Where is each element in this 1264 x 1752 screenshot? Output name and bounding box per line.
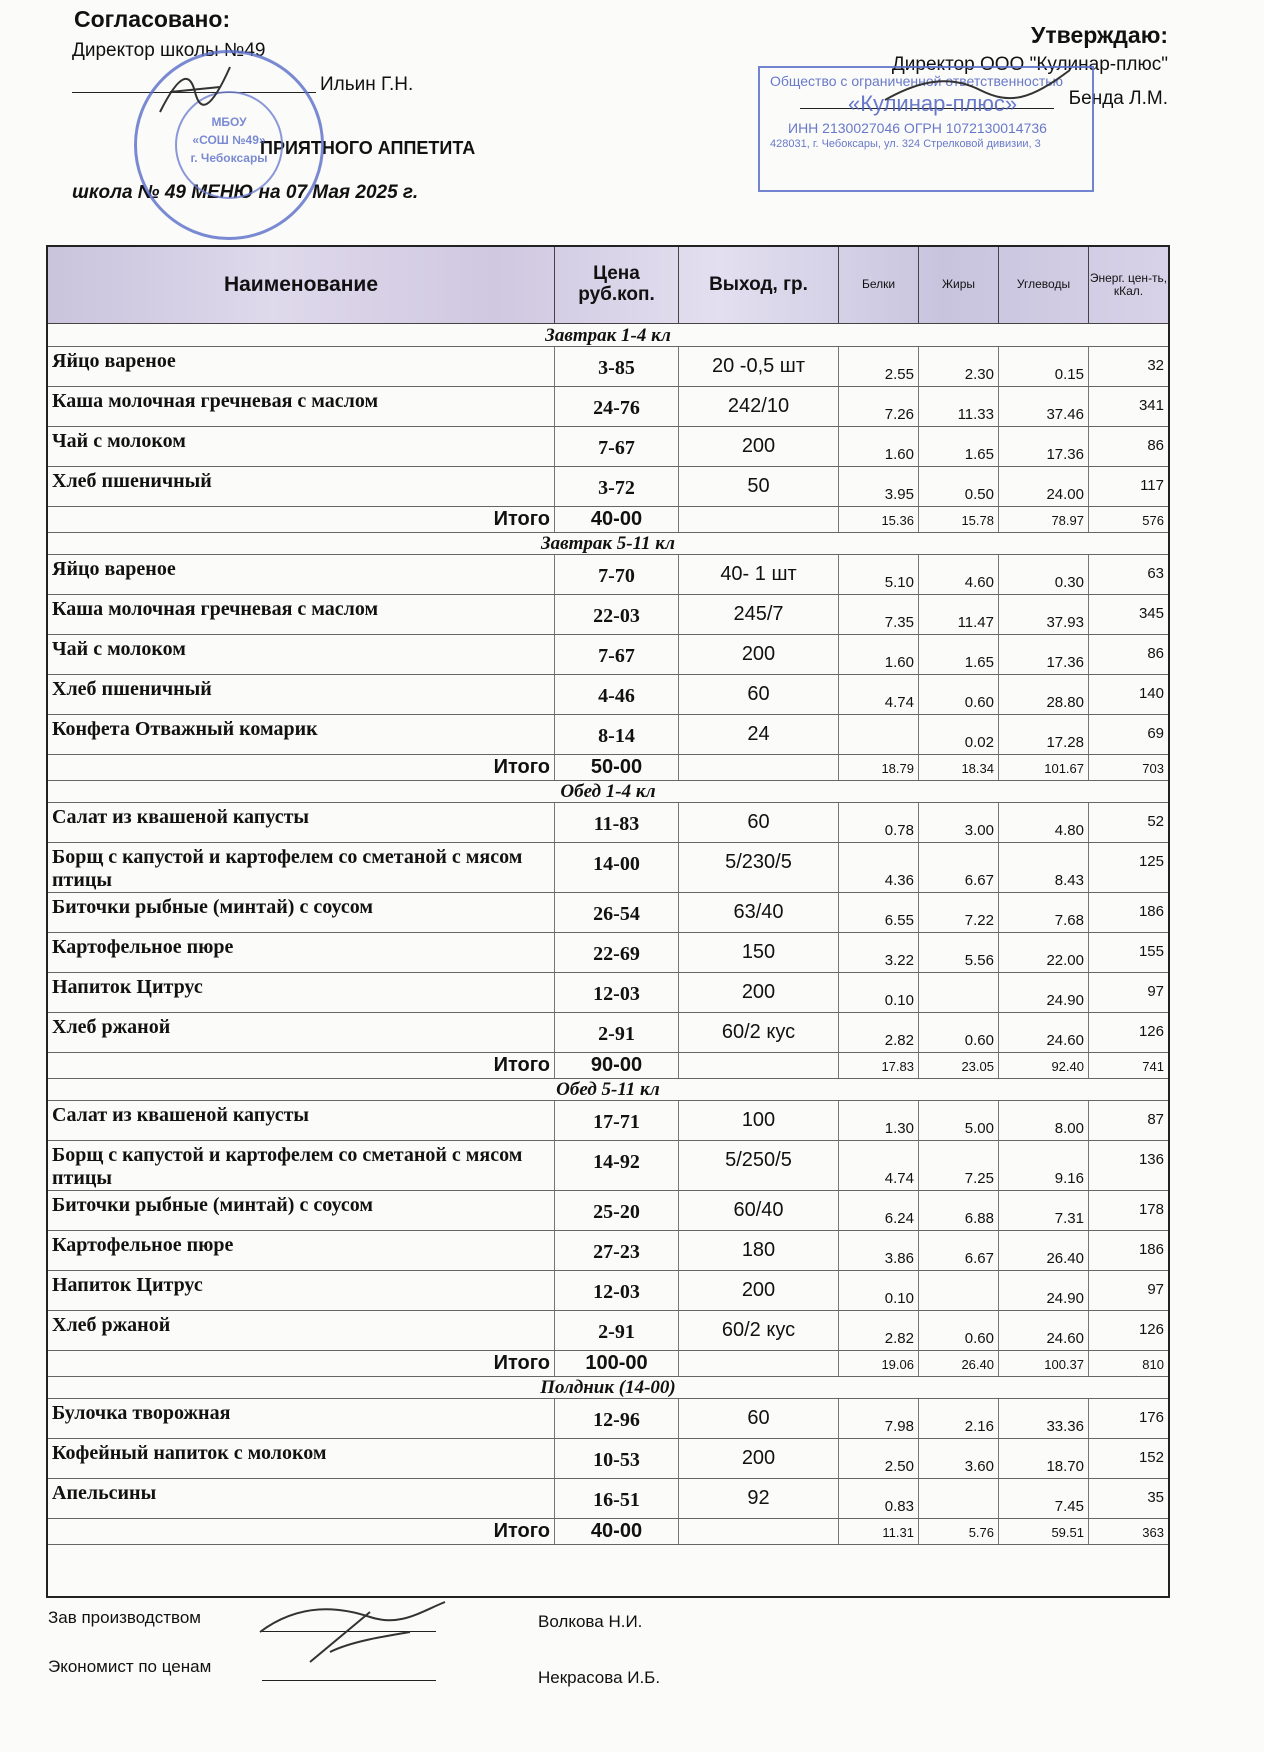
cell-p: 6.24 xyxy=(838,1191,918,1230)
col-name-header: Наименование xyxy=(223,273,379,297)
cell-yield: 60 xyxy=(678,675,838,714)
cell-p: 0.83 xyxy=(838,1479,918,1518)
table-row xyxy=(48,1399,1168,1439)
cell-e: 152 xyxy=(1088,1439,1168,1478)
cell-price: 16-51 xyxy=(554,1479,678,1518)
company-stamp-line-1: Общество с ограниченной ответственностью xyxy=(770,73,1064,89)
cell-f: 2.16 xyxy=(918,1399,998,1438)
table-row xyxy=(48,635,1168,675)
total-price: 50-00 xyxy=(554,755,678,780)
cell-c: 18.70 xyxy=(998,1439,1088,1478)
cell-f xyxy=(918,973,998,1012)
cell-e: 186 xyxy=(1088,1231,1168,1270)
cell-e: 97 xyxy=(1088,973,1168,1012)
total-yield-empty xyxy=(678,1519,838,1544)
cell-e: 155 xyxy=(1088,933,1168,972)
cell-e: 69 xyxy=(1088,715,1168,754)
cell-e: 52 xyxy=(1088,803,1168,842)
cell-name: Биточки рыбные (минтай) с соусом xyxy=(52,1194,373,1216)
cell-yield: 60 xyxy=(678,803,838,842)
menu-date-line: школа № 49 МЕНЮ на 07 Мая 2025 г. xyxy=(72,182,419,203)
cell-price: 3-85 xyxy=(554,347,678,386)
cell-yield: 92 xyxy=(678,1479,838,1518)
total-e: 363 xyxy=(1088,1519,1168,1544)
company-director-signature xyxy=(880,60,1080,110)
cell-f: 2.30 xyxy=(918,347,998,386)
total-e: 703 xyxy=(1088,755,1168,780)
section-title-row: Завтрак 1-4 кл xyxy=(48,325,1168,347)
cell-yield: 200 xyxy=(678,1439,838,1478)
table-row xyxy=(48,1231,1168,1271)
cell-f: 3.60 xyxy=(918,1439,998,1478)
cell-e: 140 xyxy=(1088,675,1168,714)
cell-yield: 60/40 xyxy=(678,1191,838,1230)
cell-f xyxy=(918,1479,998,1518)
cell-e: 178 xyxy=(1088,1191,1168,1230)
cell-yield: 100 xyxy=(678,1101,838,1140)
cell-f: 7.25 xyxy=(918,1141,998,1190)
cell-e: 35 xyxy=(1088,1479,1168,1518)
total-c: 59.51 xyxy=(998,1519,1088,1544)
cell-p: 1.30 xyxy=(838,1101,918,1140)
cell-f: 1.65 xyxy=(918,427,998,466)
cell-p: 4.36 xyxy=(838,843,918,892)
cell-name: Борщ с капустой и картофелем со сметаной с мясом птицы xyxy=(52,1144,523,1189)
cell-yield: 5/230/5 xyxy=(678,843,838,892)
table-row xyxy=(48,347,1168,387)
cell-p: 4.74 xyxy=(838,675,918,714)
cell-c: 24.60 xyxy=(998,1013,1088,1052)
cell-f: 0.02 xyxy=(918,715,998,754)
cell-price: 22-03 xyxy=(554,595,678,634)
table-row xyxy=(48,555,1168,595)
cell-f: 4.60 xyxy=(918,555,998,594)
table-row xyxy=(48,467,1168,507)
cell-name: Яйцо вареное xyxy=(52,350,176,372)
production-name: Волкова Н.И. xyxy=(538,1612,643,1631)
director-signature xyxy=(150,62,240,122)
cell-name: Хлеб пшеничный xyxy=(52,678,212,700)
table-row xyxy=(48,1141,1168,1191)
cell-c: 7.31 xyxy=(998,1191,1088,1230)
table-row xyxy=(48,715,1168,755)
menu-table xyxy=(46,245,1170,1598)
cell-e: 126 xyxy=(1088,1311,1168,1350)
table-row xyxy=(48,803,1168,843)
cell-yield: 60/2 кус xyxy=(678,1013,838,1052)
cell-e: 32 xyxy=(1088,347,1168,386)
company-stamp-line-3: ИНН 2130027046 ОГРН 1072130014736 xyxy=(788,119,1047,136)
cell-price: 27-23 xyxy=(554,1231,678,1270)
cell-price: 12-03 xyxy=(554,1271,678,1310)
total-row xyxy=(48,507,1168,533)
cell-name: Картофельное пюре xyxy=(52,1234,234,1256)
table-row xyxy=(48,427,1168,467)
approve-name: Бенда Л.М. xyxy=(1068,88,1168,109)
cell-name: Апельсины xyxy=(52,1482,157,1504)
cell-name: Конфета Отважный комарик xyxy=(52,718,318,740)
cell-e: 136 xyxy=(1088,1141,1168,1190)
cell-yield: 200 xyxy=(678,635,838,674)
approve-title: Утверждаю: xyxy=(1031,22,1168,48)
cell-p: 3.22 xyxy=(838,933,918,972)
cell-e: 126 xyxy=(1088,1013,1168,1052)
table-row xyxy=(48,843,1168,893)
cell-yield: 242/10 xyxy=(678,387,838,426)
cell-name: Биточки рыбные (минтай) с соусом xyxy=(52,896,373,918)
cell-name: Борщ с капустой и картофелем со сметаной с мясом птицы xyxy=(52,846,523,891)
cell-name: Яйцо вареное xyxy=(52,558,176,580)
total-e: 810 xyxy=(1088,1351,1168,1376)
cell-f: 0.60 xyxy=(918,675,998,714)
cell-f: 0.60 xyxy=(918,1311,998,1350)
cell-f: 6.88 xyxy=(918,1191,998,1230)
company-stamp-line-4: 428031, г. Чебоксары, ул. 324 Стрелковой дивизии, 3 xyxy=(770,137,1041,150)
cell-e: 63 xyxy=(1088,555,1168,594)
total-p: 11.31 xyxy=(838,1519,918,1544)
slogan: ПРИЯТНОГО АППЕТИТА xyxy=(260,138,476,158)
production-label: Зав производством xyxy=(48,1608,201,1627)
cell-c: 7.45 xyxy=(998,1479,1088,1518)
approve-position: Директор ООО "Кулинар-плюс" xyxy=(891,54,1168,75)
table-row xyxy=(48,973,1168,1013)
total-f: 15.78 xyxy=(918,507,998,532)
company-stamp-line-2: «Кулинар-плюс» xyxy=(848,91,1018,117)
economist-signature-line xyxy=(262,1680,436,1681)
cell-name: Салат из квашеной капусты xyxy=(52,1104,310,1126)
cell-price: 17-71 xyxy=(554,1101,678,1140)
cell-c: 24.90 xyxy=(998,1271,1088,1310)
total-p: 19.06 xyxy=(838,1351,918,1376)
total-c: 100.37 xyxy=(998,1351,1088,1376)
cell-c: 28.80 xyxy=(998,675,1088,714)
cell-f: 11.47 xyxy=(918,595,998,634)
cell-name: Хлеб ржаной xyxy=(52,1314,171,1336)
cell-p: 7.35 xyxy=(838,595,918,634)
cell-e: 86 xyxy=(1088,427,1168,466)
section-title-row: Обед 5-11 кл xyxy=(48,1079,1168,1101)
cell-p xyxy=(838,715,918,754)
cell-c: 4.80 xyxy=(998,803,1088,842)
col-price-header: Цена руб.коп. xyxy=(554,247,678,323)
total-label: Итого xyxy=(493,1352,550,1374)
cell-f xyxy=(918,1271,998,1310)
cell-c: 24.60 xyxy=(998,1311,1088,1350)
total-f: 26.40 xyxy=(918,1351,998,1376)
total-e: 741 xyxy=(1088,1053,1168,1078)
cell-yield: 20 -0,5 шт xyxy=(678,347,838,386)
total-price: 100-00 xyxy=(554,1351,678,1376)
cell-c: 37.93 xyxy=(998,595,1088,634)
cell-name: Булочка творожная xyxy=(52,1402,231,1424)
total-label: Итого xyxy=(493,1520,550,1542)
total-f: 5.76 xyxy=(918,1519,998,1544)
total-price: 40-00 xyxy=(554,1519,678,1544)
cell-f: 11.33 xyxy=(918,387,998,426)
cell-price: 8-14 xyxy=(554,715,678,754)
cell-price: 14-92 xyxy=(554,1141,678,1190)
cell-p: 1.60 xyxy=(838,427,918,466)
cell-p: 0.10 xyxy=(838,973,918,1012)
cell-yield: 24 xyxy=(678,715,838,754)
cell-p: 4.74 xyxy=(838,1141,918,1190)
total-label: Итого xyxy=(493,756,550,778)
stamp-text-2: «СОШ №49» xyxy=(192,133,266,147)
stamp-text-1: МБОУ xyxy=(211,115,247,129)
cell-price: 7-70 xyxy=(554,555,678,594)
table-row xyxy=(48,595,1168,635)
total-row xyxy=(48,1053,1168,1079)
agreed-title: Согласовано: xyxy=(74,6,231,32)
cell-c: 0.30 xyxy=(998,555,1088,594)
table-row xyxy=(48,1439,1168,1479)
cell-price: 10-53 xyxy=(554,1439,678,1478)
cell-name: Напиток Цитрус xyxy=(52,1274,203,1296)
cell-price: 2-91 xyxy=(554,1013,678,1052)
cell-price: 25-20 xyxy=(554,1191,678,1230)
cell-name: Хлеб пшеничный xyxy=(52,470,212,492)
cell-p: 3.95 xyxy=(838,467,918,506)
cell-p: 2.82 xyxy=(838,1311,918,1350)
stamp-text-3: г. Чебоксары xyxy=(190,151,268,165)
cell-c: 24.00 xyxy=(998,467,1088,506)
total-c: 92.40 xyxy=(998,1053,1088,1078)
cell-c: 22.00 xyxy=(998,933,1088,972)
cell-price: 2-91 xyxy=(554,1311,678,1350)
cell-p: 6.55 xyxy=(838,893,918,932)
cell-p: 2.50 xyxy=(838,1439,918,1478)
total-price: 90-00 xyxy=(554,1053,678,1078)
cell-name: Чай с молоком xyxy=(52,430,186,452)
col-fat-header: Жиры xyxy=(918,247,998,323)
cell-name: Картофельное пюре xyxy=(52,936,234,958)
cell-c: 8.00 xyxy=(998,1101,1088,1140)
economist-name: Некрасова И.Б. xyxy=(538,1668,661,1687)
cell-yield: 5/250/5 xyxy=(678,1141,838,1190)
cell-f: 5.56 xyxy=(918,933,998,972)
table-row xyxy=(48,387,1168,427)
agreed-position: Директор школы №49 xyxy=(72,40,266,61)
cell-price: 12-03 xyxy=(554,973,678,1012)
total-p: 18.79 xyxy=(838,755,918,780)
total-f: 23.05 xyxy=(918,1053,998,1078)
cell-name: Чай с молоком xyxy=(52,638,186,660)
cell-p: 2.55 xyxy=(838,347,918,386)
cell-yield: 245/7 xyxy=(678,595,838,634)
total-label: Итого xyxy=(493,1054,550,1076)
col-yield-header: Выход, гр. xyxy=(678,247,838,323)
table-row xyxy=(48,1013,1168,1053)
cell-p: 2.82 xyxy=(838,1013,918,1052)
cell-p: 5.10 xyxy=(838,555,918,594)
cell-c: 17.28 xyxy=(998,715,1088,754)
cell-p: 7.26 xyxy=(838,387,918,426)
cell-price: 14-00 xyxy=(554,843,678,892)
cell-p: 0.10 xyxy=(838,1271,918,1310)
cell-c: 17.36 xyxy=(998,635,1088,674)
col-carbs-header: Углеводы xyxy=(998,247,1088,323)
cell-c: 0.15 xyxy=(998,347,1088,386)
cell-f: 1.65 xyxy=(918,635,998,674)
total-yield-empty xyxy=(678,1351,838,1376)
cell-name: Каша молочная гречневая с маслом xyxy=(52,390,379,412)
cell-yield: 180 xyxy=(678,1231,838,1270)
cell-price: 26-54 xyxy=(554,893,678,932)
total-c: 78.97 xyxy=(998,507,1088,532)
cell-c: 37.46 xyxy=(998,387,1088,426)
cell-name: Напиток Цитрус xyxy=(52,976,203,998)
total-f: 18.34 xyxy=(918,755,998,780)
cell-yield: 200 xyxy=(678,427,838,466)
cell-price: 3-72 xyxy=(554,467,678,506)
cell-f: 6.67 xyxy=(918,843,998,892)
cell-c: 24.90 xyxy=(998,973,1088,1012)
cell-p: 3.86 xyxy=(838,1231,918,1270)
total-yield-empty xyxy=(678,507,838,532)
cell-e: 176 xyxy=(1088,1399,1168,1438)
total-row xyxy=(48,755,1168,781)
cell-c: 17.36 xyxy=(998,427,1088,466)
cell-price: 7-67 xyxy=(554,427,678,466)
total-yield-empty xyxy=(678,1053,838,1078)
cell-f: 7.22 xyxy=(918,893,998,932)
section-title-row: Обед 1-4 кл xyxy=(48,781,1168,803)
total-row xyxy=(48,1519,1168,1545)
table-row xyxy=(48,1479,1168,1519)
cell-yield: 150 xyxy=(678,933,838,972)
cell-yield: 60 xyxy=(678,1399,838,1438)
cell-name: Хлеб ржаной xyxy=(52,1016,171,1038)
table-row xyxy=(48,933,1168,973)
agreed-name: Ильин Г.Н. xyxy=(320,74,414,95)
cell-yield: 50 xyxy=(678,467,838,506)
cell-price: 12-96 xyxy=(554,1399,678,1438)
cell-f: 0.50 xyxy=(918,467,998,506)
total-c: 101.67 xyxy=(998,755,1088,780)
cell-name: Кофейный напиток с молоком xyxy=(52,1442,327,1464)
cell-f: 0.60 xyxy=(918,1013,998,1052)
cell-price: 22-69 xyxy=(554,933,678,972)
total-price: 40-00 xyxy=(554,507,678,532)
production-signature xyxy=(250,1592,450,1672)
cell-c: 8.43 xyxy=(998,843,1088,892)
total-e: 576 xyxy=(1088,507,1168,532)
cell-price: 4-46 xyxy=(554,675,678,714)
cell-yield: 200 xyxy=(678,973,838,1012)
cell-c: 33.36 xyxy=(998,1399,1088,1438)
cell-e: 341 xyxy=(1088,387,1168,426)
total-p: 17.83 xyxy=(838,1053,918,1078)
cell-price: 7-67 xyxy=(554,635,678,674)
section-title-row: Завтрак 5-11 кл xyxy=(48,533,1168,555)
cell-e: 125 xyxy=(1088,843,1168,892)
table-row xyxy=(48,1191,1168,1231)
cell-e: 86 xyxy=(1088,635,1168,674)
cell-yield: 60/2 кус xyxy=(678,1311,838,1350)
cell-e: 345 xyxy=(1088,595,1168,634)
col-energy-header: Энерг. цен-ть, кКал. xyxy=(1088,247,1168,323)
table-row xyxy=(48,1311,1168,1351)
total-label: Итого xyxy=(493,508,550,530)
total-yield-empty xyxy=(678,755,838,780)
table-row xyxy=(48,675,1168,715)
total-p: 15.36 xyxy=(838,507,918,532)
cell-yield: 40- 1 шт xyxy=(678,555,838,594)
cell-e: 186 xyxy=(1088,893,1168,932)
table-row xyxy=(48,1101,1168,1141)
cell-p: 7.98 xyxy=(838,1399,918,1438)
cell-name: Каша молочная гречневая с маслом xyxy=(52,598,379,620)
economist-label: Экономист по ценам xyxy=(48,1657,212,1676)
total-row xyxy=(48,1351,1168,1377)
table-row xyxy=(48,893,1168,933)
cell-p: 1.60 xyxy=(838,635,918,674)
table-row xyxy=(48,1271,1168,1311)
cell-e: 97 xyxy=(1088,1271,1168,1310)
cell-e: 117 xyxy=(1088,467,1168,506)
cell-yield: 63/40 xyxy=(678,893,838,932)
cell-price: 24-76 xyxy=(554,387,678,426)
cell-f: 5.00 xyxy=(918,1101,998,1140)
section-title-row: Полдник (14-00) xyxy=(48,1377,1168,1399)
cell-p: 0.78 xyxy=(838,803,918,842)
cell-yield: 200 xyxy=(678,1271,838,1310)
cell-c: 9.16 xyxy=(998,1141,1088,1190)
cell-f: 6.67 xyxy=(918,1231,998,1270)
table-header xyxy=(48,247,1168,324)
cell-c: 26.40 xyxy=(998,1231,1088,1270)
col-protein-header: Белки xyxy=(838,247,918,323)
cell-name: Салат из квашеной капусты xyxy=(52,806,310,828)
cell-price: 11-83 xyxy=(554,803,678,842)
cell-e: 87 xyxy=(1088,1101,1168,1140)
cell-f: 3.00 xyxy=(918,803,998,842)
cell-c: 7.68 xyxy=(998,893,1088,932)
